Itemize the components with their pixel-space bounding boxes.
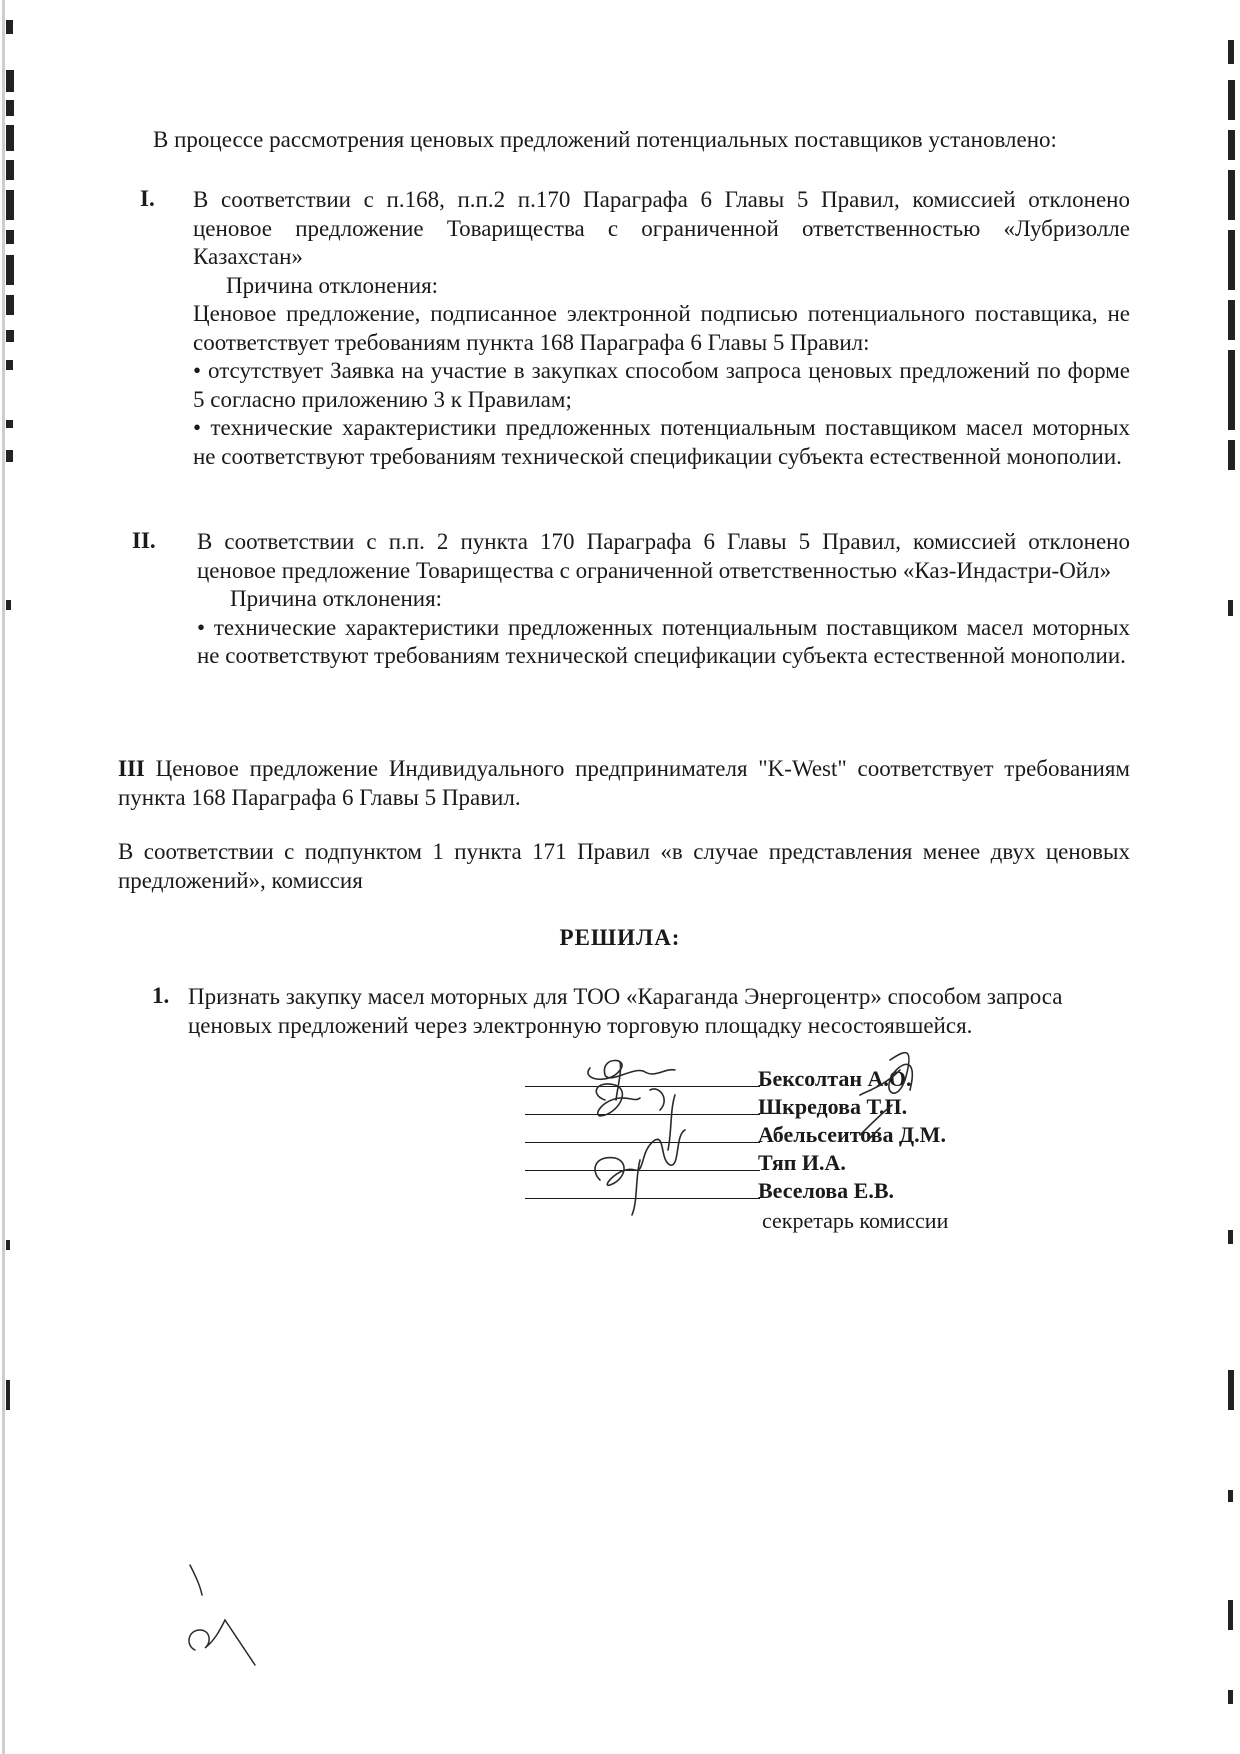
- signatory-name: Бексолтан А.О.: [758, 1066, 912, 1091]
- decided-heading: РЕШИЛА:: [559, 925, 681, 950]
- signatory-name: Тяп И.А.: [758, 1150, 846, 1175]
- intro-paragraph: В процессе рассмотрения ценовых предложений потенциальных поставщиков установлено:: [153, 127, 1057, 152]
- section-3: [118, 755, 1130, 812]
- secretary-role: секретарь комиссии: [762, 1208, 949, 1233]
- section-2-bullet-1: • технические характеристики предложенных потенциальным поставщиком масел моторных не соответствуют требованиям технической спецификации субъекта естественной монополии.: [197, 614, 1130, 668]
- section-numeral-3: III: [118, 756, 145, 781]
- section-1-text: В соответствии с п.168, п.п.2 п.170 Параграфа 6 Главы 5 Правил, комиссией отклонено ценовое предложение Товарищества с ограниченной ответственностью «Лубризолле Казахстан»: [193, 187, 1130, 269]
- signatory-name: Веселова Е.В.: [758, 1178, 895, 1203]
- section-1-bullet-1: • отсутствует Заявка на участие в закупках способом запроса ценовых предложений по форме 5 согласно приложению 3 к Правилам;: [193, 358, 1130, 412]
- section-1-reason-title: Причина отклонения:: [226, 272, 439, 298]
- section-2-text: В соответствии с п.п. 2 пункта 170 Параграфа 6 Главы 5 Правил, комиссией отклонено ценовое предложение Товарищества с ограниченной ответственностью «Каз-Индастри-Ойл»: [197, 529, 1130, 583]
- section-4-paragraph: В соответствии с подпунктом 1 пункта 171 Правил «в случае представления менее двух ценовых предложений», комиссия: [118, 839, 1130, 893]
- section-numeral-1: I.: [140, 186, 155, 211]
- section-numeral-2: II.: [132, 528, 156, 553]
- handwritten-mark: [180, 1560, 280, 1670]
- handwritten-signatures: [560, 1040, 1000, 1240]
- decision-text: Признать закупку масел моторных для ТОО «Караганда Энергоцентр» способом запроса ценовых предложений через электронную торговую площадку несостоявшейся.: [188, 984, 1063, 1038]
- section-1-bullet-2: • технические характеристики предложенных потенциальным поставщиком масел моторных не соответствуют требованиям технической спецификации субъекта естественной монополии.: [193, 415, 1130, 469]
- decision-number: 1.: [152, 983, 170, 1008]
- signatory-name: Абельсеитова Д.М.: [758, 1122, 946, 1147]
- section-3-text: Ценовое предложение Индивидуального предпринимателя "K-West" соответствует требованиям пункта 168 Параграфа 6 Главы 5 Правил.: [118, 756, 1130, 810]
- section-2-reason-title: Причина отклонения:: [230, 586, 443, 611]
- section-2: [197, 528, 1130, 671]
- section-1-reason-text: Ценовое предложение, подписанное электронной подписью потенциального поставщика, не соответствует требованиям пункта 168 Параграфа 6 Главы 5 Правил:: [193, 301, 1130, 355]
- section-1: [193, 186, 1130, 471]
- signatory-name: Шкредова Т.П.: [758, 1094, 908, 1119]
